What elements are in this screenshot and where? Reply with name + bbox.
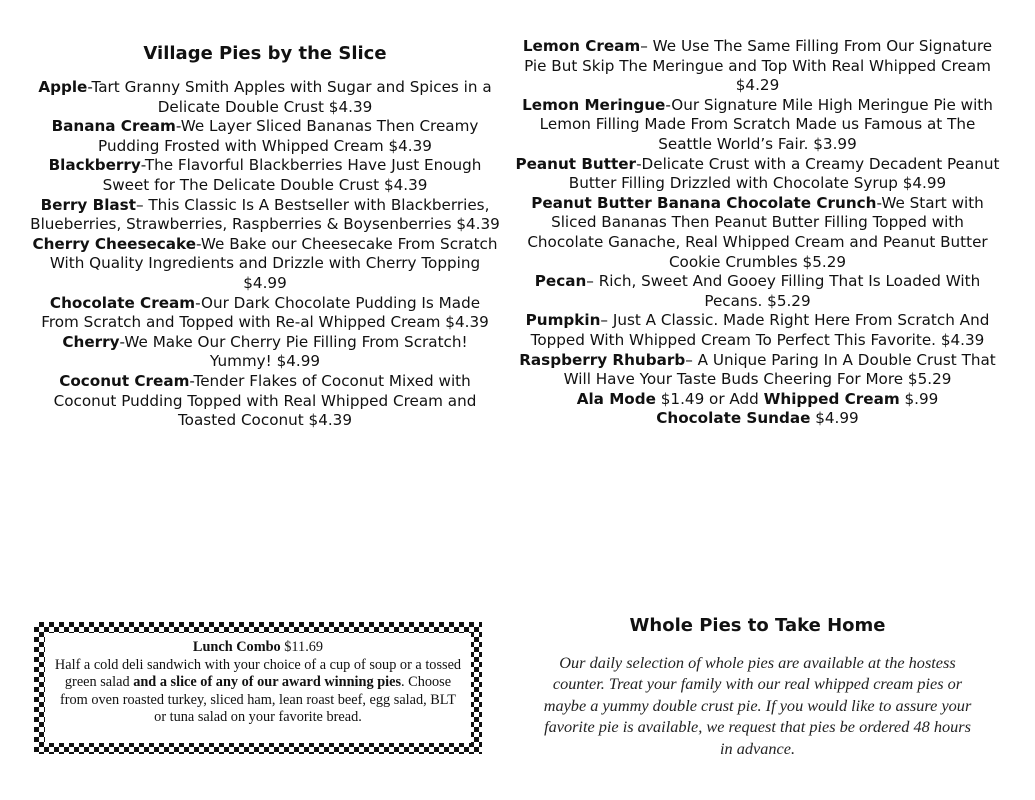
menu-item-name: Banana Cream	[51, 117, 176, 136]
menu-item-name: Chocolate Cream	[49, 293, 196, 312]
menu-item-name: Peanut Butter	[515, 154, 637, 173]
slice-menu-right	[515, 37, 1000, 429]
menu-item-name: Berry Blast	[40, 195, 136, 214]
menu-item-desc: We Use The Same Filling From Our Signature Pie But Skip The Meringue and Top With Real Whipped Cream $4.29	[524, 37, 993, 95]
menu-item-peanut-butter: Peanut Butter-Delicate Crust with a Creamy Decadent Peanut Butter Filling Drizzled with Chocolate Syrup $4.99	[515, 154, 1000, 193]
ala-mode-label: Ala Mode	[576, 389, 656, 408]
menu-item-desc: Our Dark Chocolate Pudding Is Made From Scratch and Topped with Re-al Whipped Cream $4.39	[41, 293, 489, 332]
menu-item-cherry-cheesecake: Cherry Cheesecake-We Bake our Cheesecake From Scratch With Quality Ingredients and Drizzle with Cherry Topping $4.99	[32, 234, 498, 292]
addon-line-2	[515, 409, 1000, 429]
lunch-combo-box	[34, 622, 482, 754]
ala-mode-price: $1.49 or Add	[655, 389, 764, 408]
menu-item-name: Cherry Cheesecake	[32, 234, 197, 253]
slice-section-title: Village Pies by the Slice	[143, 43, 387, 64]
whipped-cream-label: Whipped Cream	[763, 389, 900, 408]
menu-item-desc: Tender Flakes of Coconut Mixed with Coconut Pudding Topped with Real Whipped Cream and Toasted Coconut $4.39	[53, 371, 477, 430]
slice-menu-list	[30, 78, 500, 431]
menu-item-raspberry-rhubarb: Raspberry Rhubarb– A Unique Paring In A Double Crust That Will Have Your Taste Buds Cheering For More $5.29	[519, 350, 996, 389]
menu-item-chocolate-cream: Chocolate Cream-Our Dark Chocolate Pudding Is Made From Scratch and Topped with Re-al Whipped Cream $4.39	[41, 293, 489, 332]
sundae-price: $4.99	[810, 409, 859, 428]
menu-item-name: Raspberry Rhubarb	[519, 350, 686, 369]
lunch-combo-description: Half a cold deli sandwich with your choice of a cup of soup or a tossed green salad and a slice of any of our award winning pies. Choose from oven roasted turkey, sliced ham, lean roast beef, egg salad, BLT or tuna salad on your favorite bread.	[54, 656, 462, 725]
menu-item-desc: We Layer Sliced Bananas Then Creamy Pudding Frosted with Whipped Cream $4.39	[98, 117, 479, 155]
menu-item-apple: Apple-Tart Granny Smith Apples with Sugar and Spices in a Delicate Double Crust $4.39	[38, 78, 492, 116]
slice-menu-list-continued	[515, 37, 1000, 390]
menu-item-name: Pumpkin	[525, 311, 601, 330]
menu-item-coconut-cream: Coconut Cream-Tender Flakes of Coconut Mixed with Coconut Pudding Topped with Real Whipped Cream and Toasted Coconut $4.39	[53, 371, 477, 430]
menu-item-desc: Rich, Sweet And Gooey Filling That Is Loaded With Pecans. $5.29	[598, 272, 981, 310]
menu-item-name: Pecan	[534, 272, 587, 291]
menu-item-pb-banana-chocolate-crunch: Peanut Butter Banana Chocolate Crunch-We Start with Sliced Bananas Then Peanut Butter Filling Topped with Chocolate Ganache, Real Whipped Cream and Peanut Butter Cookie Crumbles $5.29	[527, 193, 988, 271]
menu-item-desc: Our Signature Mile High Meringue Pie with Lemon Filling Made From Scratch Made us Famous at The Seattle World’s Fair. $3.99	[539, 95, 993, 153]
menu-item-name: Blackberry	[48, 156, 141, 175]
sundae-label: Chocolate Sundae	[656, 409, 811, 428]
menu-item-desc: A Unique Paring In A Double Crust That Will Have Your Taste Buds Cheering For More $5.29	[563, 350, 996, 389]
menu-item-desc: We Make Our Cherry Pie Filling From Scratch! Yummy! $4.99	[124, 332, 468, 371]
menu-item-name: Lemon Cream	[522, 37, 641, 55]
menu-item-blackberry: Blackberry-The Flavorful Blackberries Have Just Enough Sweet for The Delicate Double Crust $4.39	[48, 156, 482, 194]
lunch-combo-content	[45, 633, 471, 743]
menu-item-lemon-cream: Lemon Cream– We Use The Same Filling From Our Signature Pie But Skip The Meringue and Top With Real Whipped Cream $4.29	[522, 37, 993, 95]
menu-item-desc: Delicate Crust with a Creamy Decadent Peanut Butter Filling Drizzled with Chocolate Syrup $4.99	[568, 154, 1000, 193]
menu-item-desc: This Classic Is A Bestseller with Blackberries, Blueberries, Strawberries, Raspberries & Boysenberries $4.39	[30, 195, 500, 234]
slice-menu-left	[30, 42, 500, 431]
menu-item-desc: Just A Classic. Made Right Here From Scratch And Topped With Whipped Cream To Perfect This Favorite. $4.39	[530, 311, 990, 349]
menu-item-name: Lemon Meringue	[522, 95, 666, 114]
menu-item-name: Cherry	[62, 332, 120, 351]
whole-pies-text: Our daily selection of whole pies are available at the hostess counter. Treat your family with our real whipped cream pies or maybe a yummy double crust pie. If you would like to assure your favorite pie is available, we request that pies be ordered 48 hours in advance.	[543, 653, 972, 758]
menu-item-desc: We Bake our Cheesecake From Scratch With Quality Ingredients and Drizzle with Cherry Topping $4.99	[49, 234, 498, 292]
lunch-combo-title: Lunch Combo	[192, 639, 281, 655]
menu-item-lemon-meringue: Lemon Meringue-Our Signature Mile High Meringue Pie with Lemon Filling Made From Scratch Made us Famous at The Seattle World’s Fair. $3.99	[522, 95, 993, 153]
menu-item-name: Apple	[38, 78, 88, 96]
addons	[515, 390, 1000, 429]
menu-item-desc: We Start with Sliced Bananas Then Peanut Butter Filling Topped with Chocolate Ganache, Real Whipped Cream and Peanut Butter Cookie Crumbles $5.29	[527, 193, 988, 271]
menu-item-pecan: Pecan– Rich, Sweet And Gooey Filling That Is Loaded With Pecans. $5.29	[534, 272, 981, 310]
whole-pies-title: Whole Pies to Take Home	[629, 615, 886, 636]
menu-item-name: Coconut Cream	[59, 371, 190, 390]
lunch-combo-price: $11.69	[280, 639, 324, 655]
whipped-cream-price: $.99	[899, 389, 939, 408]
menu-item-cherry: Cherry-We Make Our Cherry Pie Filling From Scratch! Yummy! $4.99	[62, 332, 468, 371]
menu-item-pumpkin: Pumpkin– Just A Classic. Made Right Here From Scratch And Topped With Whipped Cream To Perfect This Favorite. $4.39	[525, 311, 990, 349]
menu-item-berry-blast: Berry Blast– This Classic Is A Bestseller with Blackberries, Blueberries, Strawberries, Raspberries & Boysenberries $4.39	[30, 195, 500, 234]
menu-item-name: Peanut Butter Banana Chocolate Crunch	[531, 193, 877, 212]
addon-line-1	[515, 390, 1000, 410]
lunch-combo-highlight: and a slice of any of our award winning pies	[133, 674, 402, 690]
menu-item-banana-cream: Banana Cream-We Layer Sliced Bananas Then Creamy Pudding Frosted with Whipped Cream $4.39	[51, 117, 479, 155]
menu-item-desc: Tart Granny Smith Apples with Sugar and Spices in a Delicate Double Crust $4.39	[91, 78, 492, 116]
menu-item-desc: The Flavorful Blackberries Have Just Enough Sweet for The Delicate Double Crust $4.39	[102, 156, 482, 194]
whole-pies-section	[540, 614, 975, 759]
lunch-combo-heading	[53, 639, 463, 657]
